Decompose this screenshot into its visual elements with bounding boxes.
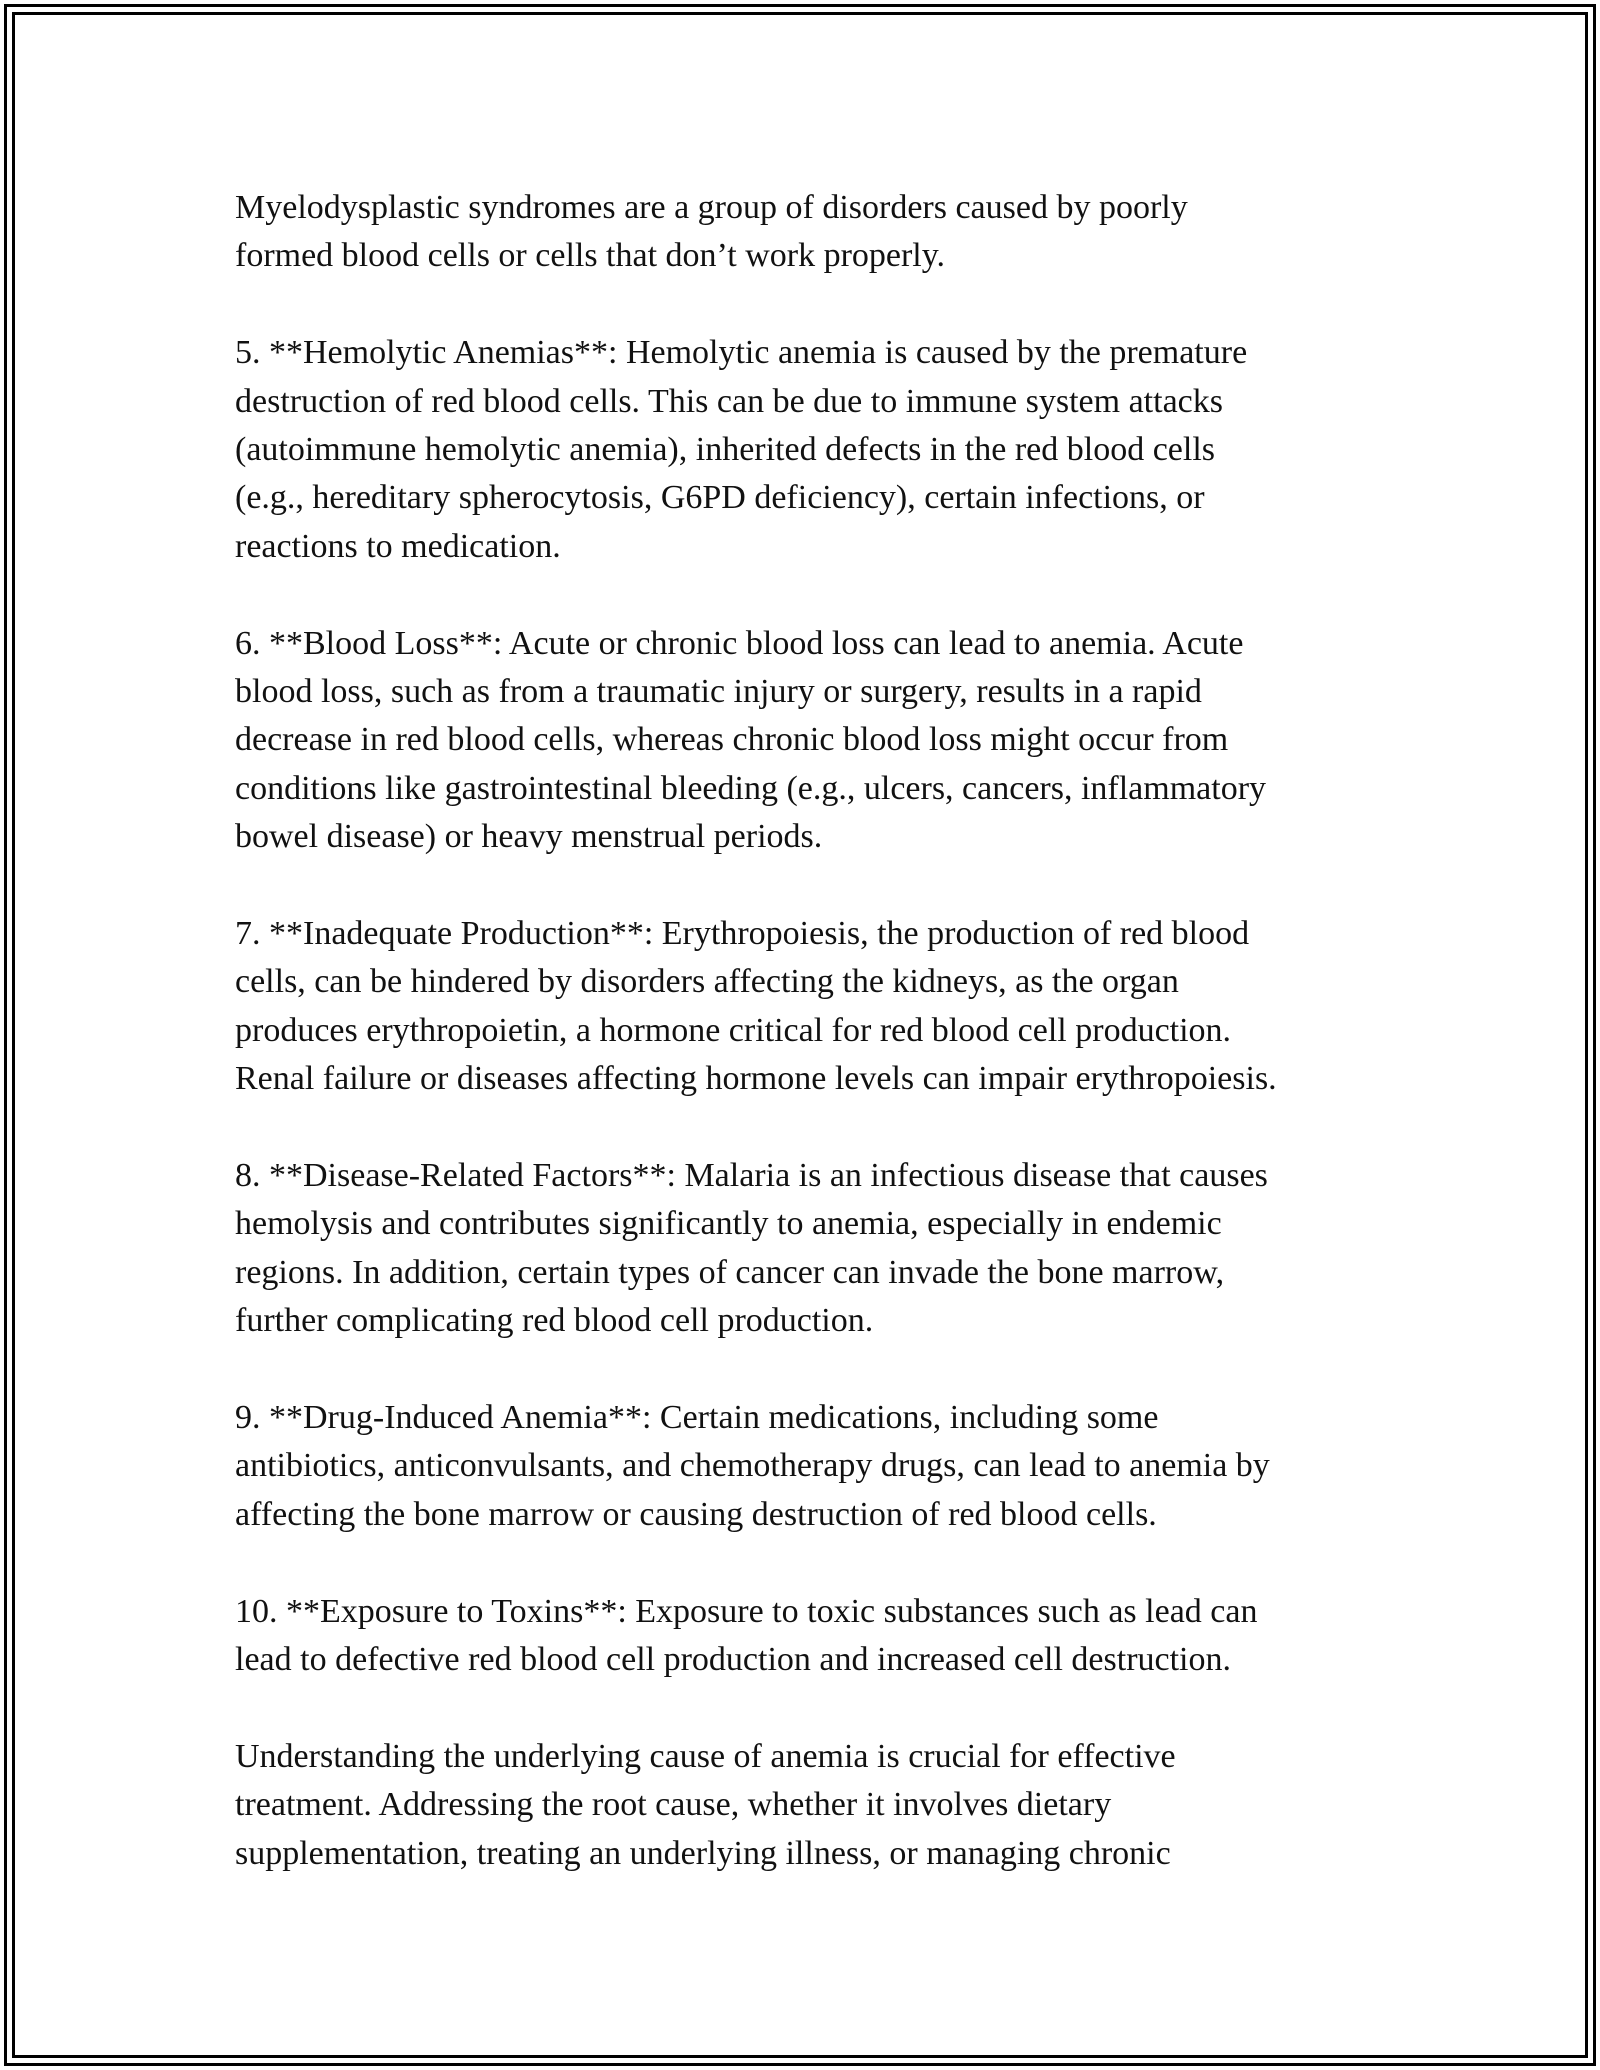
paragraph-conclusion <box>235 1733 1415 1878</box>
text-line: 8. **Disease-Related Factors**: Malaria is an infectious disease that causes <box>235 1157 1268 1195</box>
text-line: 10. **Exposure to Toxins**: Exposure to toxic substances such as lead can <box>235 1592 1258 1630</box>
text-line: destruction of red blood cells. This can be due to immune system attacks <box>235 382 1223 420</box>
paragraph-inadequate-production <box>235 910 1415 1104</box>
text-line: regions. In addition, certain types of cancer can invade the bone marrow, <box>235 1253 1225 1291</box>
paragraph-drug-induced-anemia <box>235 1394 1415 1539</box>
text-line: blood loss, such as from a traumatic injury or surgery, results in a rapid <box>235 673 1202 711</box>
document-body <box>235 184 1415 1927</box>
text-line: 7. **Inadequate Production**: Erythropoiesis, the production of red blood <box>235 915 1250 953</box>
text-line: produces erythropoietin, a hormone critical for red blood cell production. <box>235 1011 1232 1049</box>
text-line: lead to defective red blood cell production and increased cell destruction. <box>235 1641 1231 1679</box>
text-line: 9. **Drug-Induced Anemia**: Certain medications, including some <box>235 1399 1159 1437</box>
paragraph-disease-related-factors <box>235 1152 1415 1346</box>
text-line: Understanding the underlying cause of anemia is crucial for effective <box>235 1737 1176 1775</box>
paragraph-hemolytic-anemias <box>235 329 1415 571</box>
text-line: further complicating red blood cell production. <box>235 1302 874 1340</box>
paragraph-myelodysplastic <box>235 184 1415 281</box>
text-line: formed blood cells or cells that don’t work properly. <box>235 237 946 275</box>
text-line: (e.g., hereditary spherocytosis, G6PD deficiency), certain infections, or <box>235 479 1205 517</box>
text-line: bowel disease) or heavy menstrual periods. <box>235 818 823 856</box>
paragraph-exposure-to-toxins <box>235 1588 1415 1685</box>
text-line: reactions to medication. <box>235 527 561 565</box>
text-line: hemolysis and contributes significantly to anemia, especially in endemic <box>235 1205 1222 1243</box>
text-line: cells, can be hindered by disorders affecting the kidneys, as the organ <box>235 963 1179 1001</box>
text-line: supplementation, treating an underlying illness, or managing chronic <box>235 1834 1171 1872</box>
text-line: Renal failure or diseases affecting hormone levels can impair erythropoiesis. <box>235 1060 1277 1098</box>
paragraph-blood-loss <box>235 620 1415 862</box>
text-line: Myelodysplastic syndromes are a group of disorders caused by poorly <box>235 189 1188 226</box>
text-line: decrease in red blood cells, whereas chronic blood loss might occur from <box>235 721 1229 759</box>
text-line: treatment. Addressing the root cause, whether it involves dietary <box>235 1786 1112 1824</box>
text-line: conditions like gastrointestinal bleeding (e.g., ulcers, cancers, inflammatory <box>235 769 1267 807</box>
text-line: antibiotics, anticonvulsants, and chemotherapy drugs, can lead to anemia by <box>235 1447 1270 1485</box>
text-line: 5. **Hemolytic Anemias**: Hemolytic anemia is caused by the premature <box>235 334 1248 372</box>
text-line: 6. **Blood Loss**: Acute or chronic blood loss can lead to anemia. Acute <box>235 624 1244 662</box>
text-line: affecting the bone marrow or causing destruction of red blood cells. <box>235 1495 1157 1533</box>
text-line: (autoimmune hemolytic anemia), inherited defects in the red blood cells <box>235 431 1216 469</box>
